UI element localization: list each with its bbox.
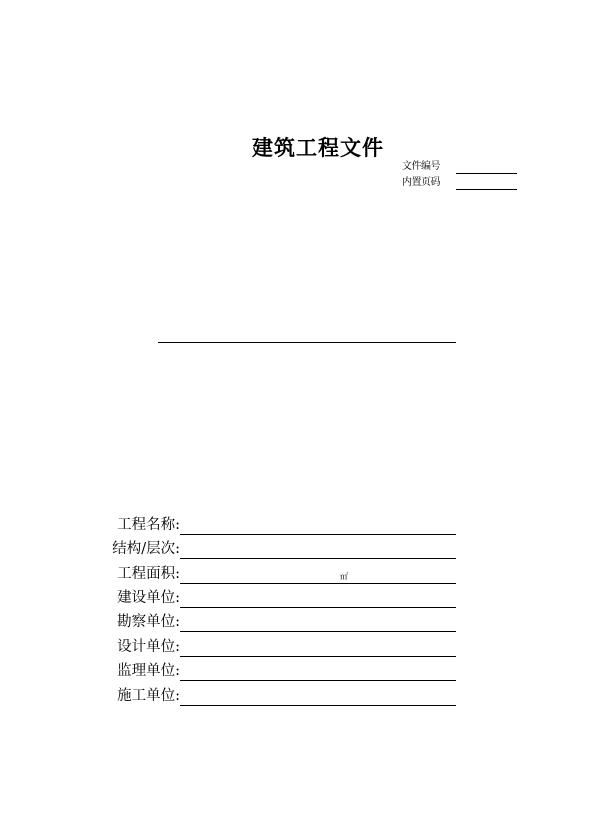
field-label: 工程面积: [117, 566, 180, 582]
field-input-line[interactable] [180, 538, 456, 559]
field-input-line[interactable] [180, 611, 456, 632]
field-input-line[interactable] [180, 685, 456, 706]
field-supervision-unit [100, 659, 456, 681]
field-label: 勘察单位: [117, 614, 180, 630]
area-unit-label: ㎡ [340, 572, 348, 581]
field-input-line[interactable] [180, 514, 456, 535]
field-label: 设计单位: [117, 639, 180, 655]
field-survey-unit [100, 610, 456, 632]
field-construction-unit [100, 586, 456, 608]
field-design-unit [100, 635, 456, 657]
field-input-line[interactable] [180, 563, 456, 584]
field-project-area [100, 562, 456, 584]
field-structure-levels [100, 537, 456, 559]
field-label: 监理单位: [117, 663, 180, 679]
field-label: 结构/层次: [112, 541, 180, 557]
project-name-line[interactable] [158, 342, 456, 343]
field-input-line[interactable] [180, 587, 456, 608]
file-number-label: 文件编号 [402, 161, 440, 172]
field-label: 工程名称: [117, 517, 180, 533]
field-input-line[interactable] [180, 636, 456, 657]
file-number-field[interactable] [456, 161, 517, 174]
field-label: 施工单位: [117, 688, 180, 704]
page-number-row [402, 176, 517, 190]
page-number-field[interactable] [456, 177, 517, 190]
field-input-line[interactable] [180, 660, 456, 681]
field-label: 建设单位: [117, 590, 180, 606]
page-number-label: 内置页码 [402, 177, 440, 188]
field-contractor-unit [100, 684, 456, 706]
file-number-row [402, 160, 517, 174]
field-project-name [100, 513, 456, 535]
document-title: 建筑工程文件 [252, 135, 384, 160]
